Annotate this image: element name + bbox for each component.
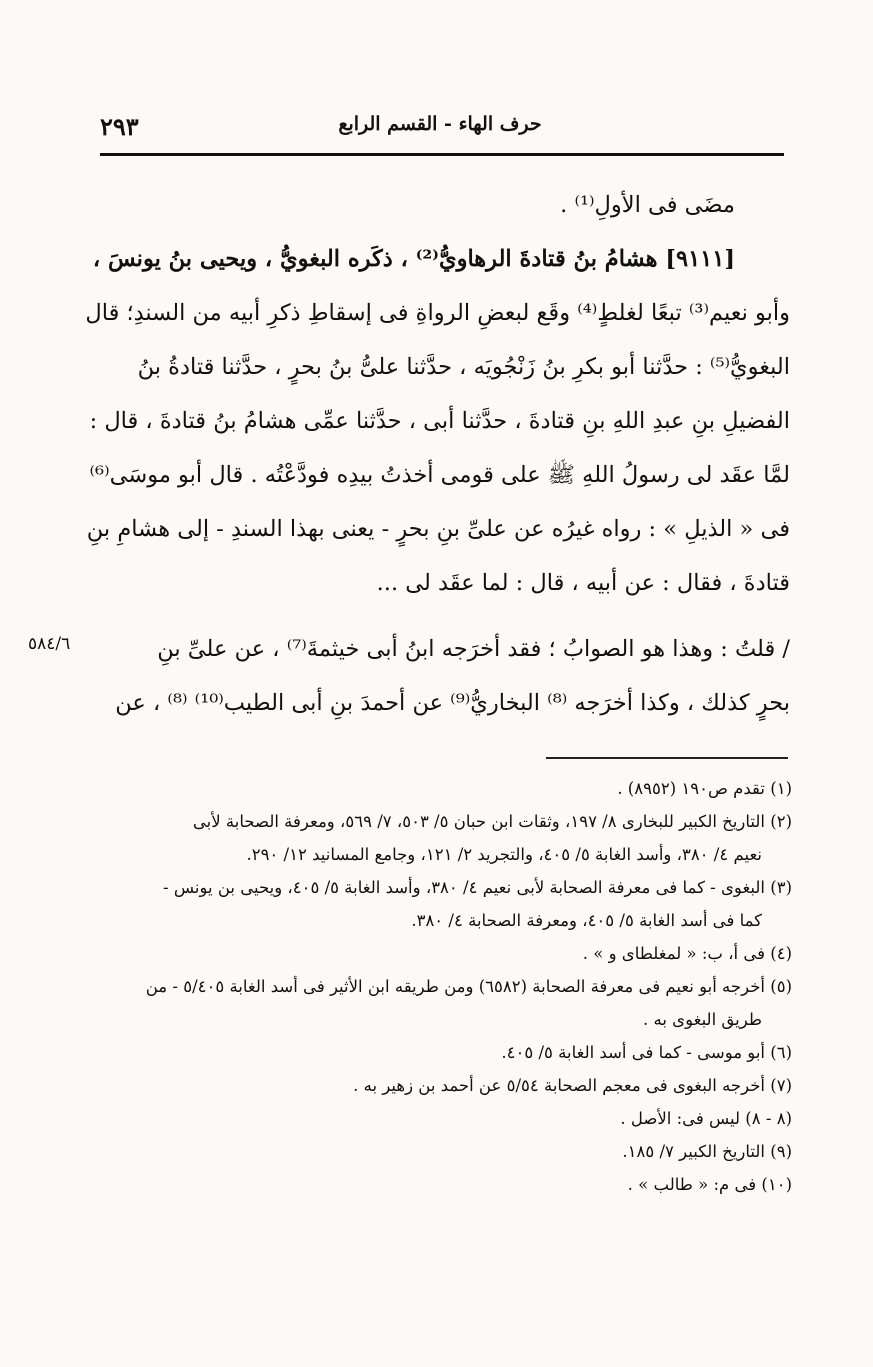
text-line: لمَّا عقَد لى رسولُ اللهِ ﷺ على قومى أخذتُ بيدِه فودَّعْتُه . قال أبو موسَى⁽⁶⁾: [89, 462, 790, 488]
footnotes: [112, 772, 792, 1201]
footnote: (١) تقدم ص١٩٠ (٨٩٥٢) .: [617, 779, 792, 798]
footnote: (٨ - ٨) ليس فى: الأصل .: [620, 1109, 792, 1128]
text-line: مضَى فى الأولِ⁽¹⁾ .: [560, 192, 735, 218]
entry-heading-line: [٩١١١] هشامُ بنُ قتادةَ الرهاويُّ⁽²⁾ ، ذكَره البغويُّ ، ويحيى بنُ يونسَ ،: [92, 246, 735, 272]
footnote: (١٠) فى م: « طالب » .: [627, 1175, 792, 1194]
text-line: / قلتُ : وهذا هو الصوابُ ؛ فقد أخرَجه ابنُ أبى خيثمةَ⁽⁷⁾ ، عن علىِّ بنِ: [157, 636, 790, 662]
footnote-rule: [546, 757, 788, 759]
footnote: (٩) التاريخ الكبير ٧/ ١٨٥.: [622, 1142, 792, 1161]
footnote: (٤) فى أ، ب: « لمغلطاى و » .: [582, 944, 792, 963]
text-line: وأبو نعيم⁽³⁾ تبعًا لغلطٍ⁽⁴⁾ وقَع لبعضِ الرواةِ فى إسقاطِ ذكرِ أبيه من السندِ؛ قال: [85, 300, 790, 326]
footnote: (٣) البغوى - كما فى معرفة الصحابة لأبى نعيم ٤/ ٣٨٠، وأسد الغابة ٥/ ٤٠٥، ويحيى بن يونس -: [163, 878, 792, 897]
text-line: فى « الذيلِ » : رواه غيرُه عن علىِّ بنِ بحرٍ - يعنى بهذا السندِ - إلى هشامِ بنِ: [86, 516, 790, 542]
header-rule: [100, 153, 784, 156]
running-head: حرف الهاء - القسم الرابع: [338, 113, 542, 135]
text-line: الفضيلِ بنِ عبدِ اللهِ بنِ قتادةَ ، حدَّثنا أبى ، حدَّثنا عمِّى هشامُ بنُ قتادةَ ، قال :: [89, 408, 790, 434]
footnote: (٥) أخرجه أبو نعيم فى معرفة الصحابة (٦٥٨٢) ومن طريقه ابن الأثير فى أسد الغابة ٥/٤٠٥ - من: [145, 977, 792, 996]
margin-note: ٥٨٤/٦: [28, 634, 71, 654]
footnote: (٦) أبو موسى - كما فى أسد الغابة ٥/ ٤٠٥.: [501, 1043, 792, 1062]
footnote: (٧) أخرجه البغوى فى معجم الصحابة ٥/٥٤ عن أحمد بن زهير به .: [353, 1076, 792, 1095]
footnote-continuation: نعيم ٤/ ٣٨٠، وأسد الغابة ٥/ ٤٠٥، والتجريد ٢/ ١٢١، وجامع المسانيد ١٢/ ٢٩٠.: [246, 845, 762, 864]
text-line: بحرٍ كذلك ، وكذا أخرَجه ⁽⁸⁾ البخاريُّ⁽⁹⁾ عن أحمدَ بنِ أبى الطيب⁽¹⁰⁾ ⁽⁸⁾ ، عن: [115, 690, 790, 716]
footnote: (٢) التاريخ الكبير للبخارى ٨/ ١٩٧، وثقات ابن حبان ٥/ ٥٠٣، ٧/ ٥٦٩، ومعرفة الصحابة لأبى: [192, 812, 792, 831]
text-line: قتادةَ ، فقال : عن أبيه ، قال : لما عقَد لى ...: [376, 570, 790, 596]
main-text: [85, 178, 790, 730]
page-number: ٢٩٣: [100, 112, 139, 141]
text-line: البغويُّ⁽⁵⁾ : حدَّثنا أبو بكرِ بنُ زَنْجُويَه ، حدَّثنا علىُّ بنُ بحرٍ ، حدَّثنا قتادةُ بنُ: [137, 354, 790, 380]
footnote-continuation: كما فى أسد الغابة ٥/ ٤٠٥، ومعرفة الصحابة ٤/ ٣٨٠.: [411, 911, 762, 930]
footnote-continuation: طريق البغوى به .: [643, 1010, 762, 1029]
